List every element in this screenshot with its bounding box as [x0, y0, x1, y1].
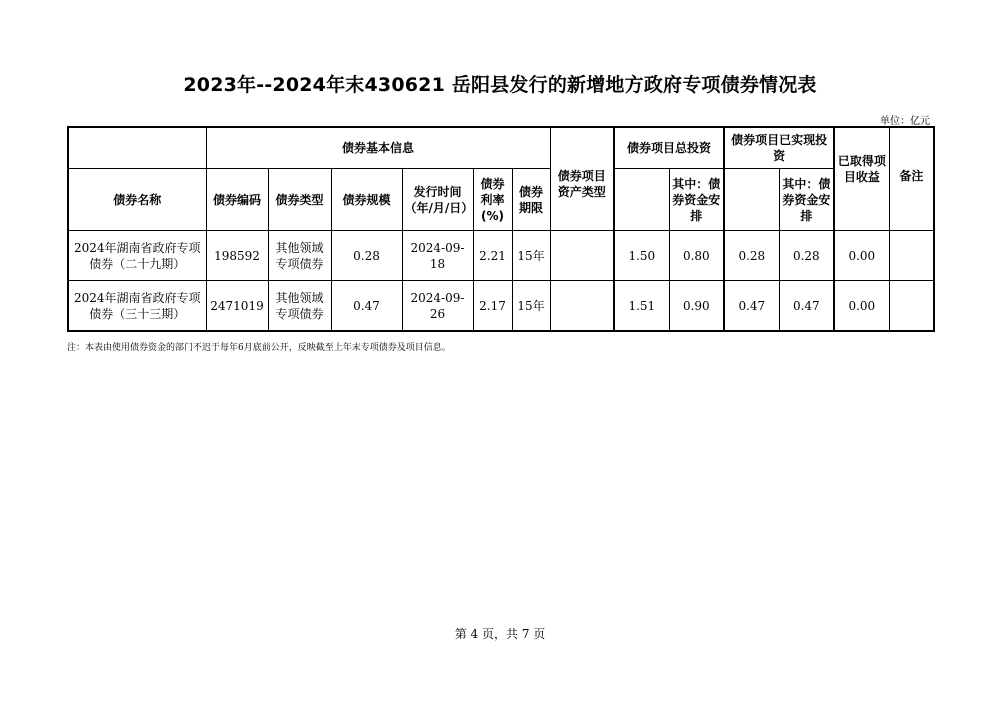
header-asset-type: 债券项目资产类型 [550, 127, 614, 231]
header-total-investment: 债券项目总投资 [614, 127, 724, 169]
cell-rate: 2.17 [473, 281, 512, 332]
cell-asset-type [550, 281, 614, 332]
page-title: 2023年--2024年末430621 岳阳县发行的新增地方政府专项债券情况表 [183, 74, 817, 96]
cell-issue-date: 2024-09-18 [402, 231, 473, 281]
cell-bond-code: 2471019 [206, 281, 268, 332]
header-row-1 [68, 127, 934, 169]
header-realized-bond-funds: 其中：债券资金安排 [779, 169, 834, 231]
table-row [68, 281, 934, 332]
cell-bond-name: 2024年湖南省政府专项债券（三十三期） [68, 281, 206, 332]
cell-total-bond-funds: 0.90 [669, 281, 724, 332]
cell-bond-type: 其他领域专项债券 [268, 281, 331, 332]
cell-realized-investment: 0.47 [724, 281, 779, 332]
unit-label: 单位：亿元 [880, 116, 930, 127]
cell-total-investment: 1.51 [614, 281, 669, 332]
header-remark: 备注 [889, 127, 934, 231]
header-row-2 [68, 169, 934, 231]
cell-bond-scale: 0.47 [331, 281, 402, 332]
cell-realized-bond-funds: 0.28 [779, 231, 834, 281]
header-bond-name: 债券名称 [68, 169, 206, 231]
cell-remark [889, 231, 934, 281]
cell-rate: 2.21 [473, 231, 512, 281]
header-total-bond-funds: 其中：债券资金安排 [669, 169, 724, 231]
header-bond-code: 债券编码 [206, 169, 268, 231]
cell-issue-date: 2024-09-26 [402, 281, 473, 332]
cell-term: 15年 [512, 281, 550, 332]
cell-asset-type [550, 231, 614, 281]
cell-realized-bond-funds: 0.47 [779, 281, 834, 332]
header-issue-date: 发行时间（年/月/日） [402, 169, 473, 231]
header-rate: 债券利率(%) [473, 169, 512, 231]
cell-total-bond-funds: 0.80 [669, 231, 724, 281]
cell-bond-code: 198592 [206, 231, 268, 281]
bond-table [67, 126, 935, 332]
header-bond-scale: 债券规模 [331, 169, 402, 231]
cell-remark [889, 281, 934, 332]
header-basic-info: 债券基本信息 [206, 127, 550, 169]
header-total-blank [614, 169, 669, 231]
header-term: 债券期限 [512, 169, 550, 231]
header-bond-type: 债券类型 [268, 169, 331, 231]
cell-term: 15年 [512, 231, 550, 281]
footnote: 注：本表由使用债券资金的部门不迟于每年6月底前公开，反映截至上年末专项债券及项目信息。 [67, 343, 451, 353]
cell-bond-scale: 0.28 [331, 231, 402, 281]
cell-bond-type: 其他领域专项债券 [268, 231, 331, 281]
header-blank-cell [68, 127, 206, 169]
table-row [68, 231, 934, 281]
page-number: 第 4 页，共 7 页 [454, 627, 546, 641]
cell-income: 0.00 [834, 281, 889, 332]
cell-bond-name: 2024年湖南省政府专项债券（二十九期） [68, 231, 206, 281]
cell-total-investment: 1.50 [614, 231, 669, 281]
cell-realized-investment: 0.28 [724, 231, 779, 281]
cell-income: 0.00 [834, 231, 889, 281]
header-realized-investment: 债券项目已实现投资 [724, 127, 834, 169]
header-realized-blank [724, 169, 779, 231]
header-income: 已取得项目收益 [834, 127, 889, 231]
